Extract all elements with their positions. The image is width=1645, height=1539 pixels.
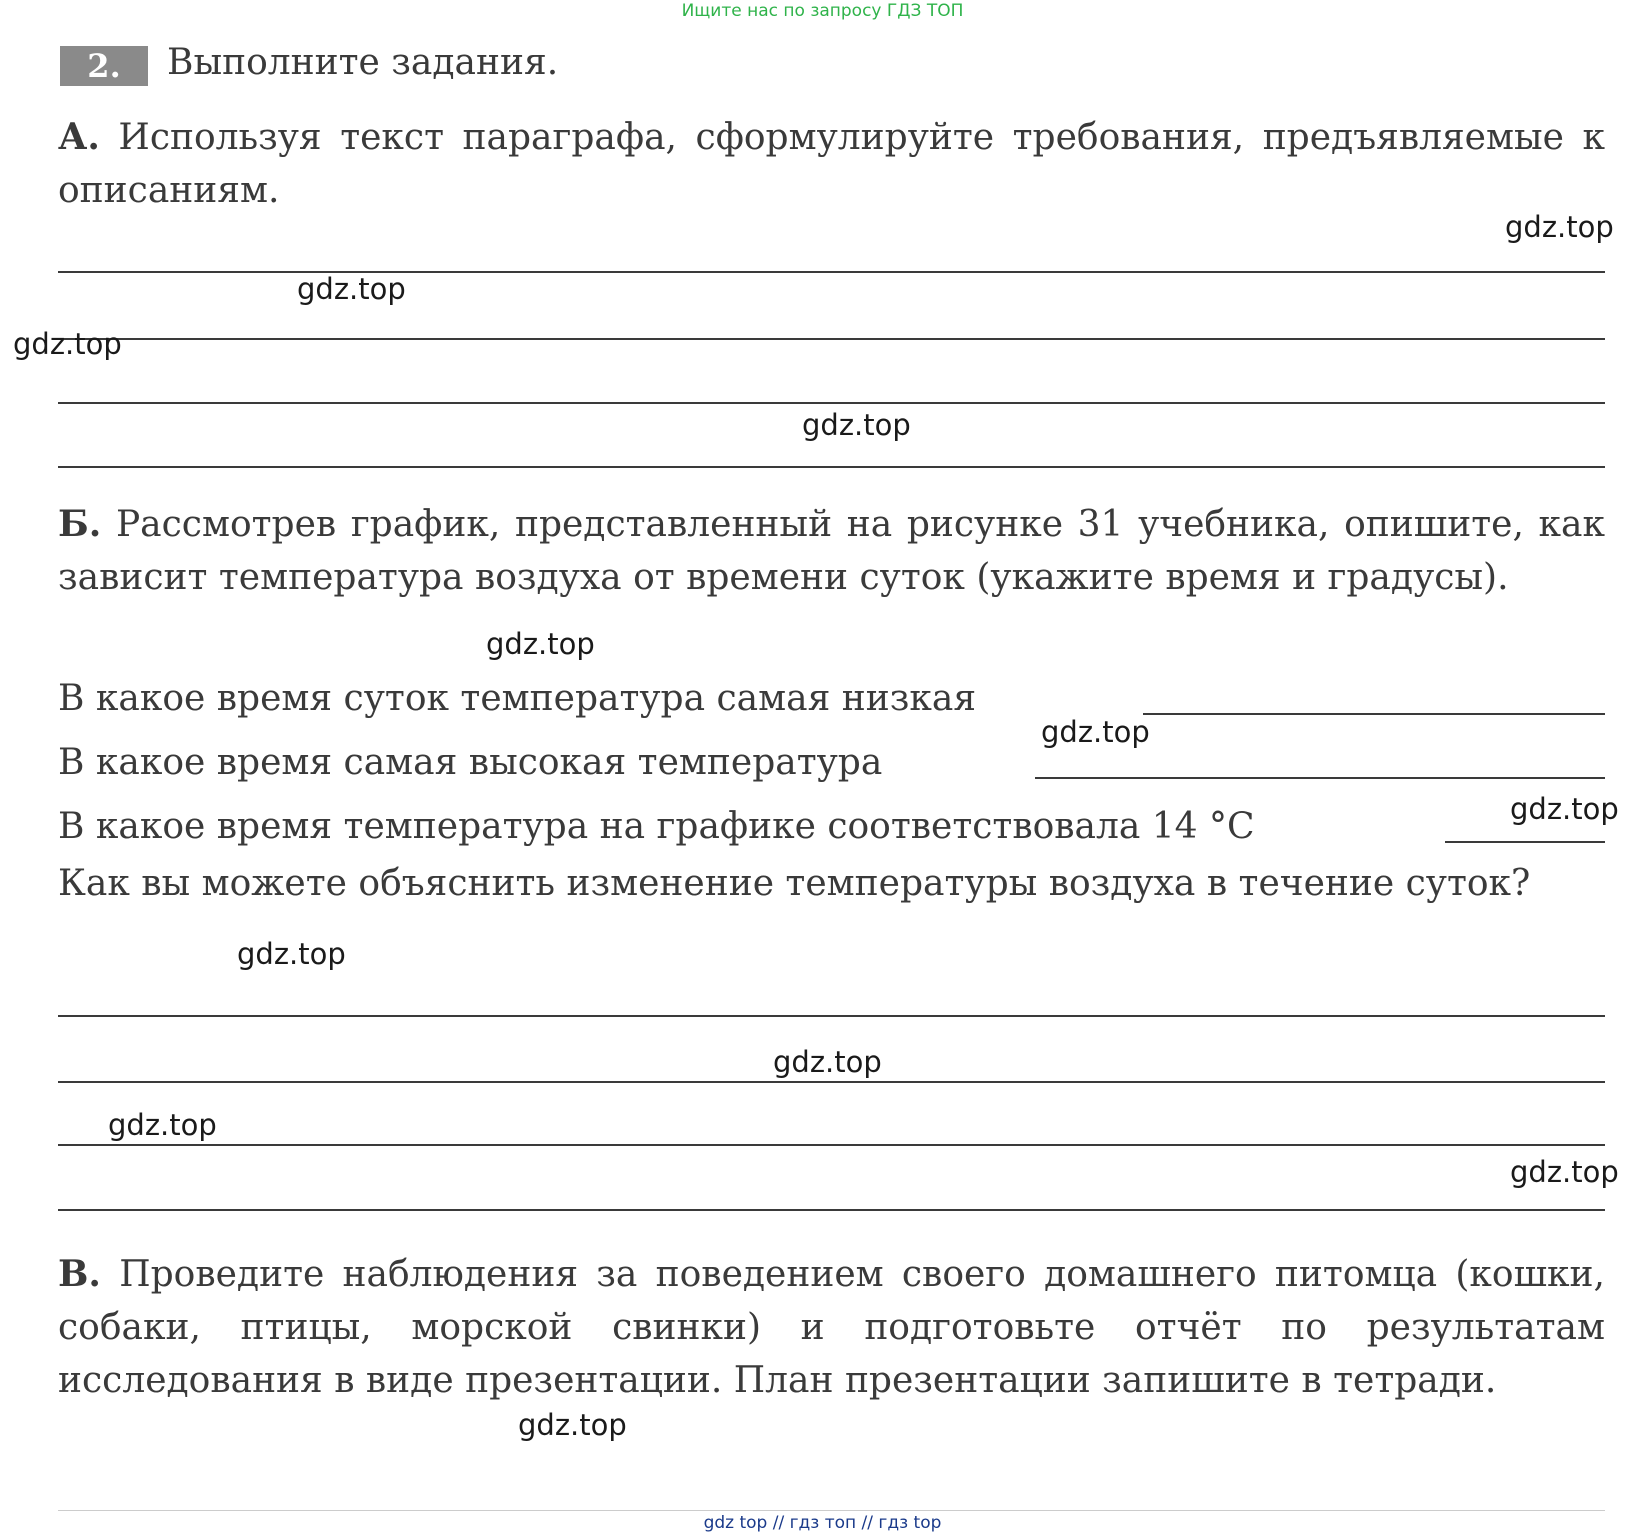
answer-line-b1[interactable] xyxy=(1143,713,1605,715)
watermark: gdz.top xyxy=(13,327,122,361)
part-c-text xyxy=(58,1248,1605,1407)
part-b-text xyxy=(58,498,1605,604)
answer-line-a4[interactable] xyxy=(58,466,1605,468)
watermark: gdz.top xyxy=(773,1045,882,1079)
part-a-label: А. xyxy=(58,116,100,158)
answer-line-b6[interactable] xyxy=(58,1144,1605,1146)
watermark: gdz.top xyxy=(297,272,406,306)
answer-line-b3[interactable] xyxy=(1445,841,1605,843)
part-c-body: Проведите наблюдения за поведением своего домашнего питомца (кошки, собаки, птицы, морской свинки) и подготовьте отчёт по результатам исследования в виде презентации. План презентации запишите в тетради. xyxy=(58,1254,1605,1401)
watermark: gdz.top xyxy=(237,937,346,971)
watermark: gdz.top xyxy=(486,627,595,661)
part-c-label: В. xyxy=(58,1253,101,1295)
answer-line-b2[interactable] xyxy=(1035,777,1605,779)
answer-line-a2[interactable] xyxy=(58,338,1605,340)
footer-divider xyxy=(58,1510,1605,1511)
part-b-body: Рассмотрев график, представленный на рисунке 31 учебника, опишите, как зависит температура воздуха от времени суток (укажите время и градусы). xyxy=(58,504,1605,598)
question-b1: В какое время суток температура самая низкая xyxy=(58,678,977,719)
watermark: gdz.top xyxy=(108,1108,217,1142)
watermark: gdz.top xyxy=(1041,715,1150,749)
question-b4: Как вы можете объяснить изменение температуры воздуха в течение суток? xyxy=(58,863,1531,904)
part-a-body: Используя текст параграфа, сформулируйте требования, предъявляемые к описаниям. xyxy=(58,117,1605,211)
part-a-text xyxy=(58,111,1605,217)
top-banner-link[interactable]: Ищите нас по запросу ГДЗ ТОП xyxy=(681,1,964,21)
question-b3: В какое время температура на графике соответствовала 14 °С xyxy=(58,806,1255,847)
answer-line-b4[interactable] xyxy=(58,1015,1605,1017)
answer-line-a1[interactable] xyxy=(58,271,1605,273)
answer-line-b5[interactable] xyxy=(58,1081,1605,1083)
task-heading: Выполните задания. xyxy=(167,42,559,83)
watermark: gdz.top xyxy=(1510,1155,1619,1189)
watermark: gdz.top xyxy=(518,1408,627,1442)
watermark: gdz.top xyxy=(1510,792,1619,826)
part-b-label: Б. xyxy=(58,503,102,545)
question-b2: В какое время самая высокая температура xyxy=(58,742,883,783)
watermark: gdz.top xyxy=(1505,210,1614,244)
footer-links[interactable]: gdz top // гдз топ // гдз top xyxy=(703,1513,942,1533)
watermark: gdz.top xyxy=(802,408,911,442)
answer-line-a3[interactable] xyxy=(58,402,1605,404)
task-number-badge: 2. xyxy=(60,46,148,86)
answer-line-b7[interactable] xyxy=(58,1209,1605,1211)
